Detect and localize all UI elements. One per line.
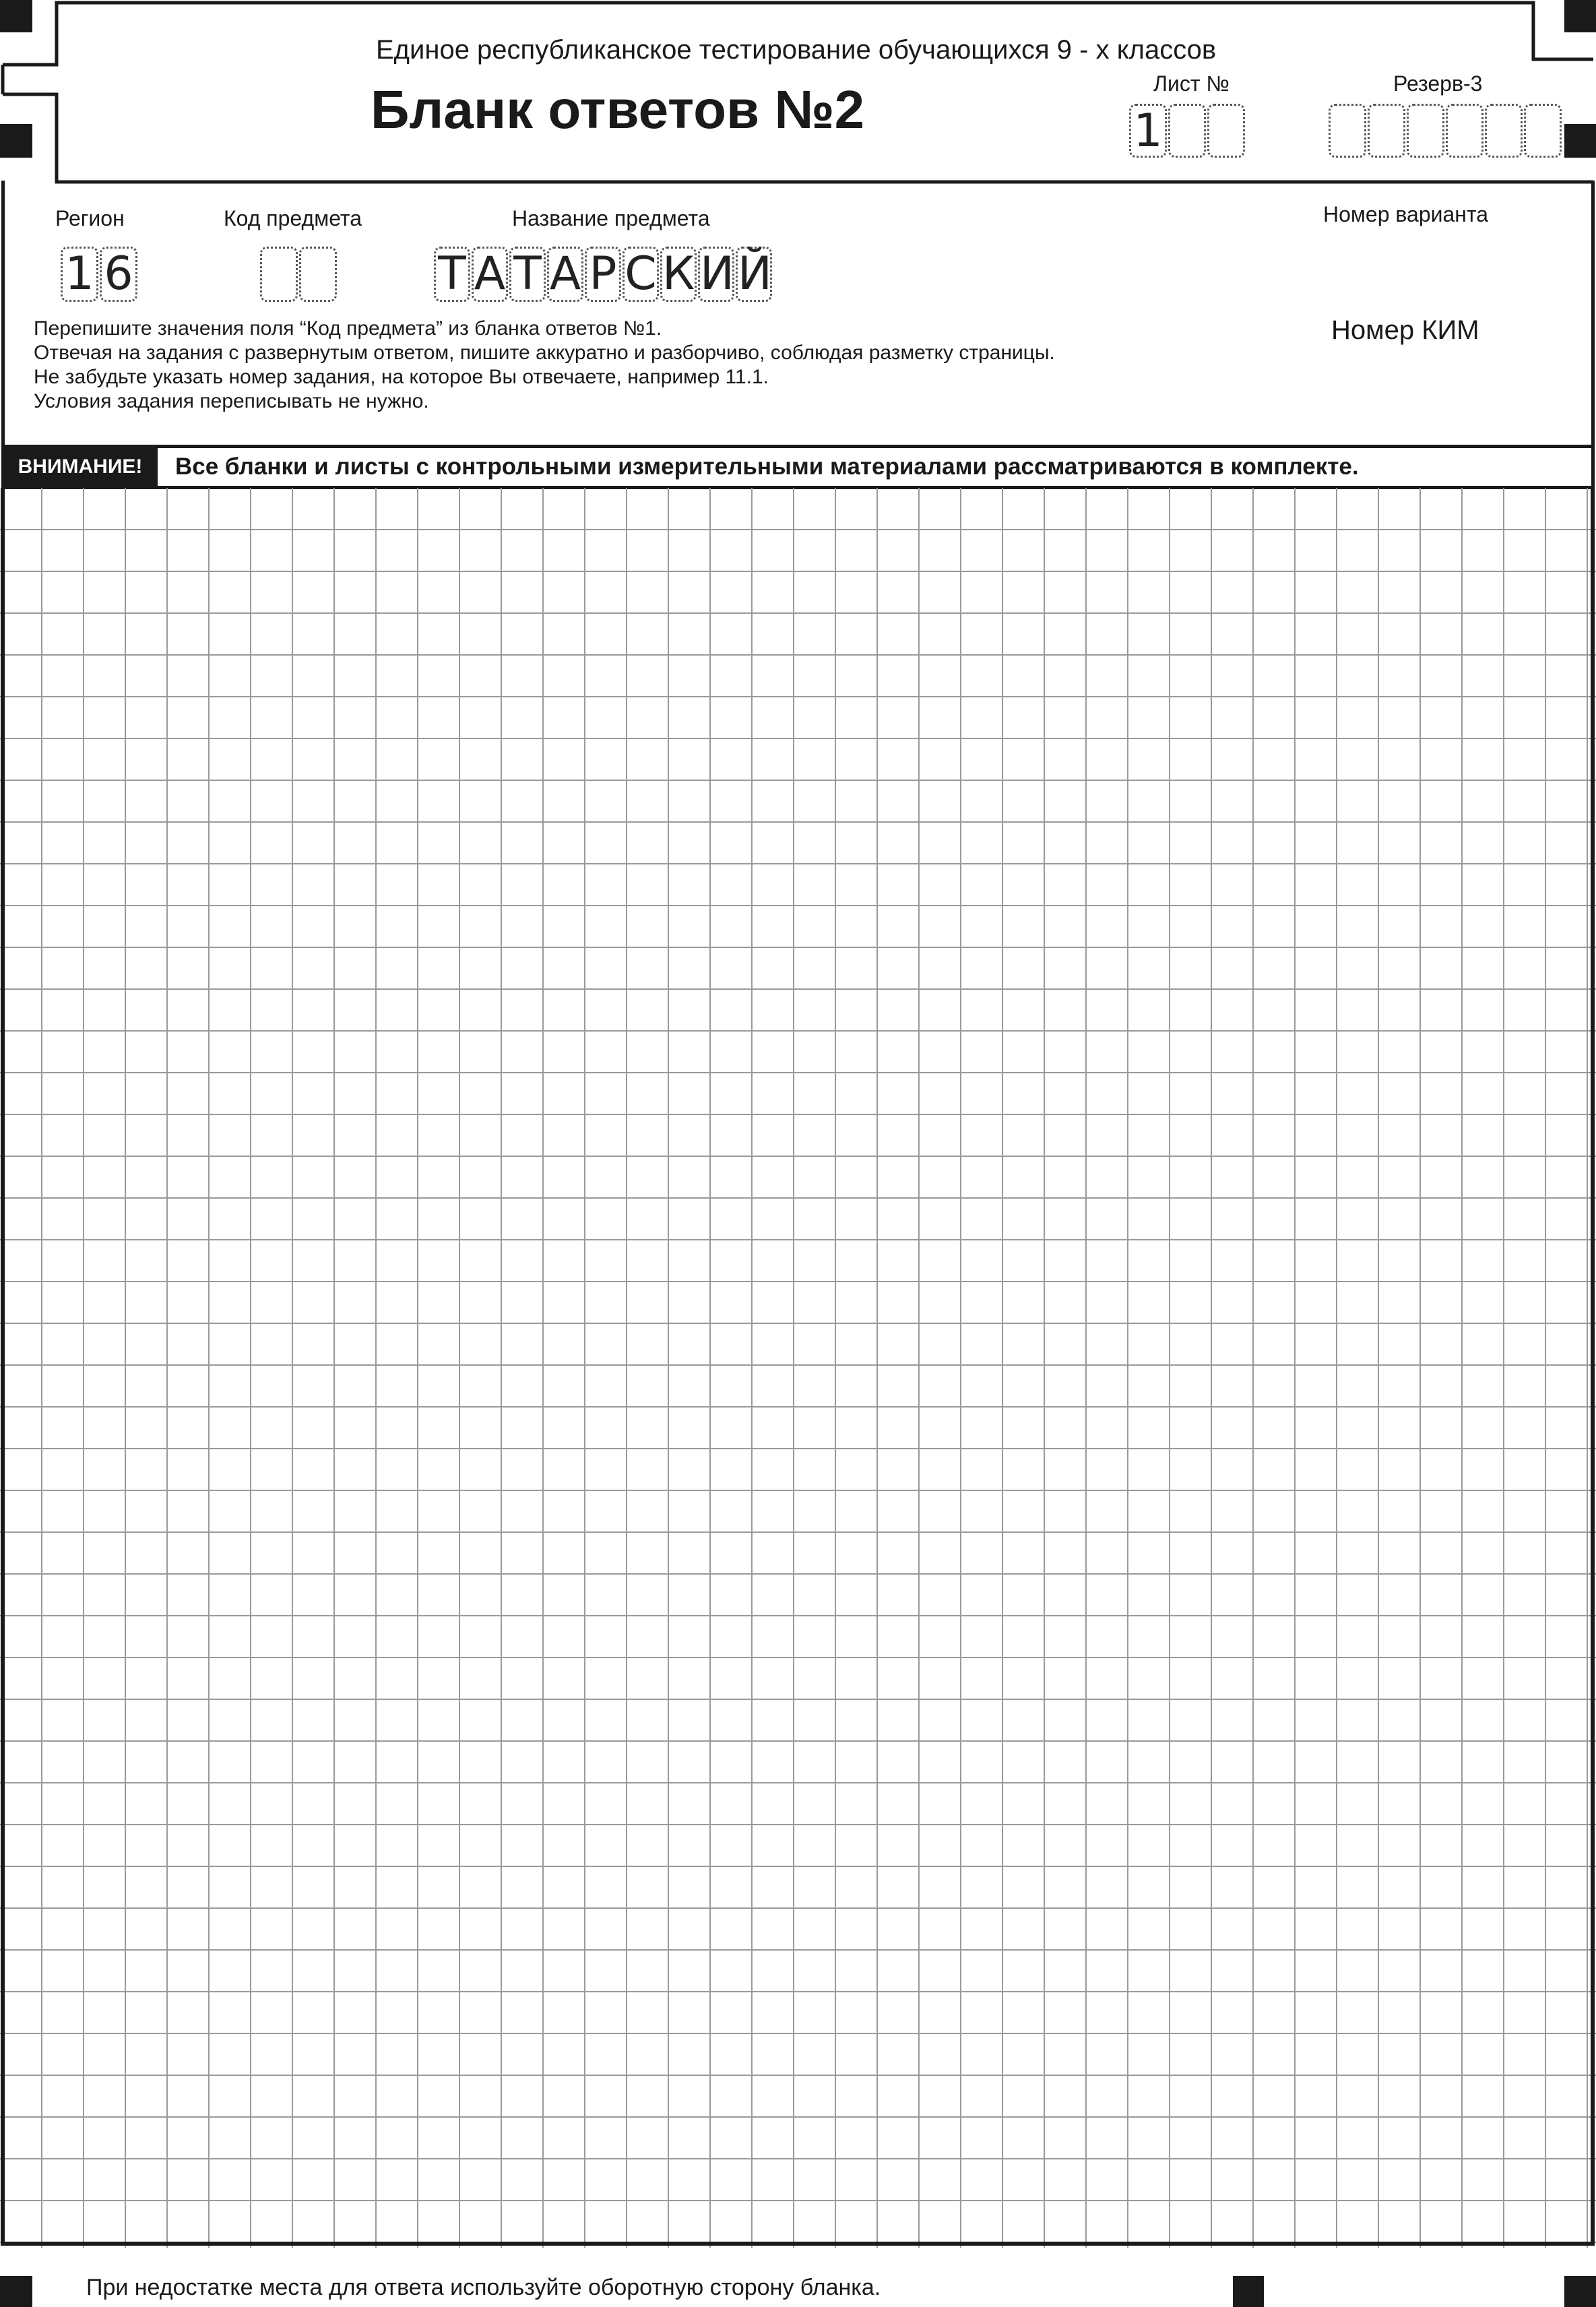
sheet-digit-1[interactable]: 1 — [1129, 104, 1167, 158]
sheet-digit-2[interactable] — [1168, 104, 1206, 158]
subject-name-letter[interactable]: Т — [509, 247, 546, 302]
instruction-line: Перепишите значения поля “Код предмета” из бланка ответов №1. — [34, 317, 662, 340]
subject-code-digit-1[interactable] — [260, 247, 298, 302]
instruction-line: Отвечая на задания с развернутым ответом, пишите аккуратно и разборчиво, соблюдая разметку страницы. — [34, 342, 1055, 364]
subject-name-label: Название предмета — [512, 206, 710, 230]
region-digit-2[interactable]: 6 — [100, 247, 137, 302]
answer-grid[interactable] — [0, 488, 1596, 2248]
reserve-cell-3[interactable] — [1407, 104, 1444, 158]
form-subtitle: Единое республиканское тестирование обучающихся 9 - х классов — [376, 35, 1217, 65]
info-frame-right — [1591, 181, 1595, 489]
footer-note: При недостатке места для ответа используйте оборотную сторону бланка. — [86, 2275, 881, 2300]
attention-badge: ВНИМАНИЕ! — [3, 448, 158, 486]
variant-number-label: Номер варианта — [1323, 202, 1489, 226]
info-frame-left — [1, 181, 5, 489]
subject-name-letter[interactable]: Й — [736, 247, 772, 302]
subject-code-label: Код предмета — [224, 206, 362, 230]
region-label: Регион — [55, 206, 125, 230]
reserve-cell-2[interactable] — [1368, 104, 1405, 158]
subject-name-letter[interactable]: Т — [434, 247, 470, 302]
attention-text: Все бланки и листы с контрольными измерительными материалами рассматриваются в комплекте. — [175, 453, 1359, 480]
sheet-number-label: Лист № — [1153, 71, 1230, 96]
reserve-cell-4[interactable] — [1446, 104, 1483, 158]
kim-number-label: Номер КИМ — [1331, 315, 1479, 345]
subject-name-letter[interactable]: К — [660, 247, 697, 302]
subject-name-letter[interactable]: И — [698, 247, 734, 302]
sheet-digit-3[interactable] — [1207, 104, 1245, 158]
registration-marker-bottom-right — [1564, 2276, 1596, 2307]
form-title: Бланк ответов №2 — [371, 80, 865, 139]
subject-name-letter[interactable]: А — [472, 247, 508, 302]
reserve-cell-6[interactable] — [1524, 104, 1562, 158]
instruction-line: Не забудьте указать номер задания, на которое Вы отвечаете, например 11.1. — [34, 366, 769, 388]
subject-code-digit-2[interactable] — [299, 247, 337, 302]
subject-name-letter[interactable]: С — [623, 247, 659, 302]
grid-lines — [0, 488, 1596, 2248]
registration-marker-bottom-mid — [1233, 2276, 1264, 2307]
registration-marker-bottom-left — [0, 2276, 32, 2307]
attention-banner — [3, 448, 1593, 489]
instruction-line: Условия задания переписывать не нужно. — [34, 390, 429, 412]
subject-name-letter[interactable]: А — [547, 247, 583, 302]
region-digit-1[interactable]: 1 — [61, 247, 98, 302]
subject-name-letter[interactable]: Р — [585, 247, 621, 302]
reserve-cell-5[interactable] — [1485, 104, 1523, 158]
reserve-cell-1[interactable] — [1329, 104, 1366, 158]
reserve-label: Резерв-3 — [1393, 71, 1483, 96]
